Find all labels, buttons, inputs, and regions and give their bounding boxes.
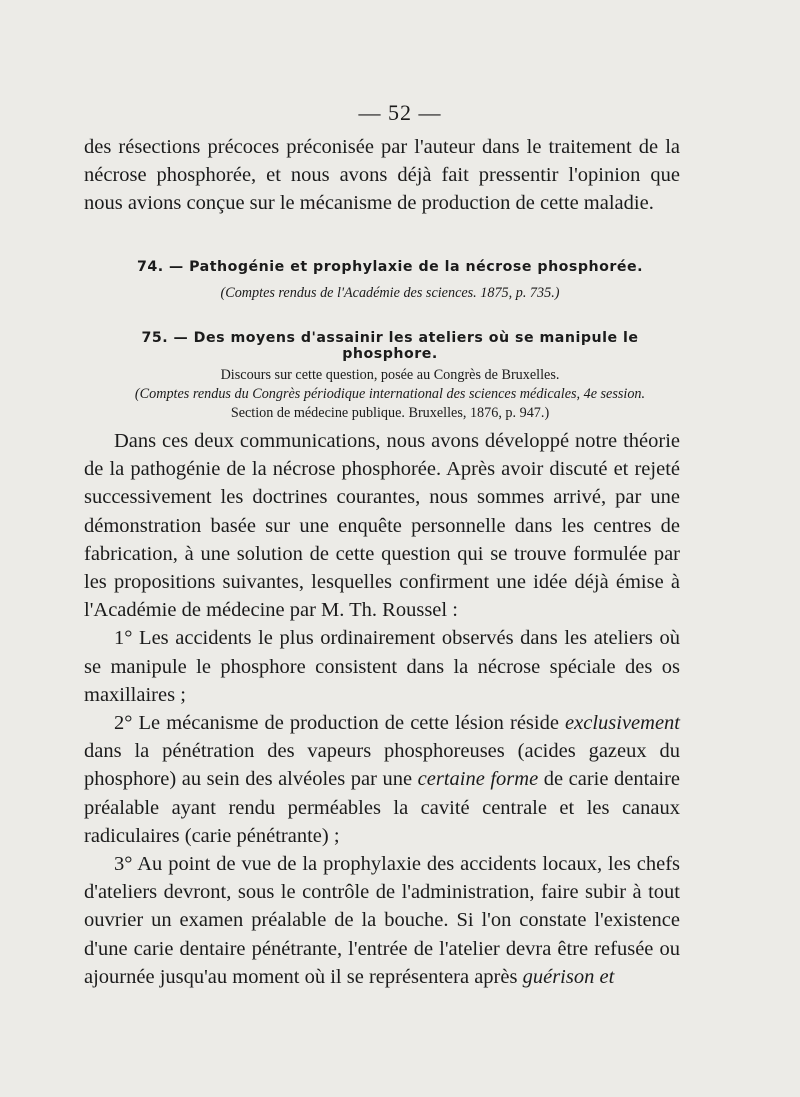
prop2-text-a: 2° Le mécanisme de production de cette lésion réside — [114, 712, 566, 735]
entry-75-line-3: Section de médecine publique. Bruxelles, 1876, p. 947.) — [230, 405, 550, 421]
entry-75-line-1: Discours sur cette question, posée au Congrès de Bruxelles. — [220, 367, 560, 383]
continuation-paragraph — [84, 133, 680, 218]
proposition-2 — [84, 709, 680, 850]
proposition-3 — [84, 850, 680, 991]
prop2-text-c: de carie dentaire préalable ayant rendu perméables la cavité centrale et les canaux radiculaires (carie pénétrante) ; — [84, 768, 681, 847]
entry-75-title: 75. — Des moyens d'assainir les ateliers où se manipule le phosphore. — [141, 330, 639, 362]
entry-74-reference-text: (Comptes rendus de l'Académie des sciences. 1875, p. 735.) — [220, 285, 560, 301]
bibliography-entry-74 — [110, 259, 670, 303]
entry-75-line-2-text: (Comptes rendus du Congrès périodique international des sciences médicales, 4e session. — [134, 386, 646, 402]
prop2-emphasis-1: exclusivement — [565, 712, 680, 735]
proposition-1: 1° Les accidents le plus ordinairement observés dans les ateliers où se manipule le phosphore consistent dans la nécrose spéciale des os maxillaires ; — [84, 627, 680, 706]
prop3-text-a: 3° Au point de vue de la prophylaxie des accidents locaux, les chefs d'ateliers devront, sous le contrôle de l'administration, faire subir à tout ouvrier un examen préalable de la bouche. Si l'on constate l'existence d'une carie dentaire pénétrante, l'entrée de l'atelier devra être refusée ou ajournée jusqu'au moment où il se représentera après — [84, 853, 680, 988]
page-number: — 52 — — [358, 100, 442, 125]
continuation-text: des résections précoces préconisée par l'auteur dans le traitement de la nécrose phosphorée, et nous avons déjà fait pressentir l'opinion que nous avions conçue sur le mécanisme de production de cette maladie. — [84, 136, 680, 215]
bibliography-entry-75 — [110, 330, 670, 423]
prop3-emphasis: guérison et — [522, 965, 615, 988]
prop2-text-b: dans la pénétration des vapeurs phosphoreuses (acides gazeux du phosphore) au sein des alvéoles par une — [84, 740, 680, 791]
main-text — [84, 427, 680, 991]
entry-75-line-2 — [110, 385, 670, 404]
entry-74-title: 74. — Pathogénie et prophylaxie de la nécrose phosphorée. — [136, 259, 644, 275]
prop2-emphasis-2: certaine forme — [417, 768, 539, 791]
intro-paragraph: Dans ces deux communications, nous avons développé notre théorie de la pathogénie de la nécrose phosphorée. Après avoir discuté et rejeté successivement les doctrines courantes, nous sommes arrivé, par une démonstration basée sur une enquête personnelle dans les centres de fabrication, à une solution de cette question qui se trouve formulée par les propositions suivantes, lesquelles confirment une idée déjà émise à l'Académie de médecine par M. Th. Roussel : — [84, 430, 680, 622]
entry-74-reference — [110, 284, 670, 303]
